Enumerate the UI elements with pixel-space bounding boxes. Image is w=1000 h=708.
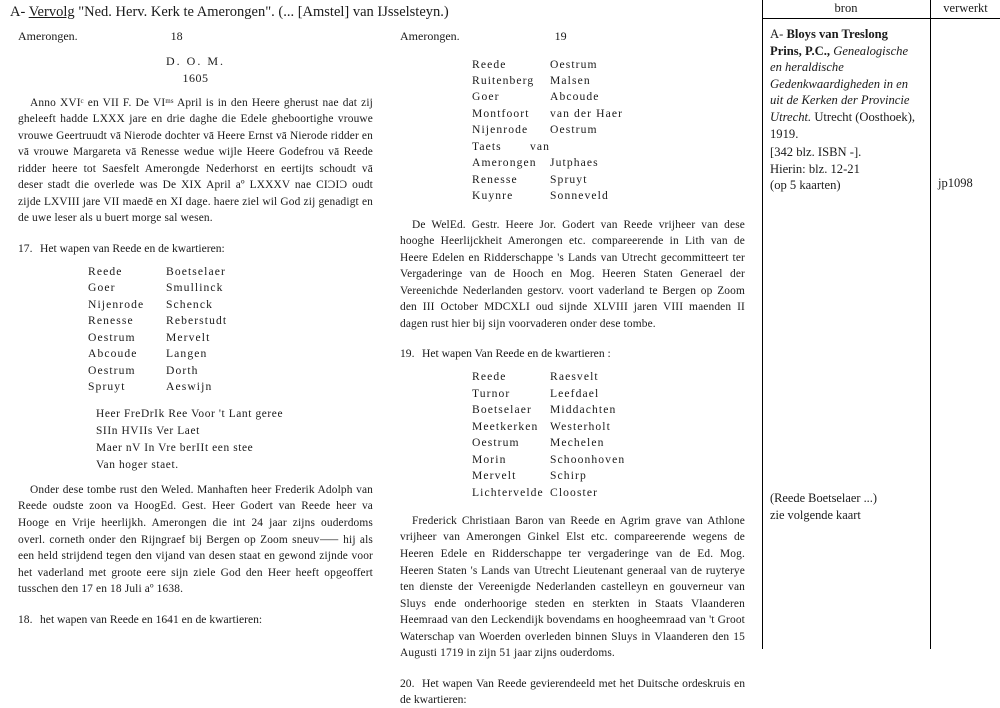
bron-pages: Hierin: blz. 12-21 (770, 161, 860, 176)
right-column-head (400, 28, 745, 45)
quarters-19-list (400, 369, 745, 501)
list-item (400, 89, 745, 105)
quarter-name: Mervelt (166, 330, 211, 344)
quarter-name: Clooster (550, 485, 599, 499)
verse-line: Heer FreDrIk Ree Voor 't Lant geree (96, 407, 284, 420)
bron-footnote-line2: zie volgende kaart (770, 507, 861, 522)
quarters-17-list (18, 264, 373, 396)
list-item (400, 172, 745, 188)
verse-line: SIIn HVIIs Ver Laet (96, 424, 200, 437)
header-vervolg: Vervolg (28, 4, 75, 20)
right-column (400, 28, 745, 708)
list-item (18, 330, 373, 346)
dom-heading: D. O. M. (165, 53, 225, 68)
list-item (400, 57, 745, 73)
header-prefix: A- (10, 4, 26, 20)
quarter-name: Schoonhoven (550, 452, 626, 466)
quarter-name: Turnor (472, 386, 511, 400)
left-column (18, 28, 373, 628)
list-item (18, 379, 373, 395)
quarter-name: Dorth (166, 363, 199, 377)
quarter-name: Mervelt (472, 469, 517, 483)
section-17-title: Het wapen van Reede en de kwartieren: (40, 241, 225, 255)
quarter-name: Leefdael (550, 386, 600, 400)
bron-maps: (op 5 kaarten) (770, 178, 841, 193)
list-item (18, 280, 373, 296)
list-item (400, 468, 745, 484)
quarter-name: Goer (88, 281, 116, 295)
quarter-name: Reberstudt (166, 314, 228, 328)
header-rest: "Ned. Herv. Kerk te Amerongen". (... [Amstel] van IJsselsteyn.) (78, 4, 449, 20)
left-page-number: 18 (170, 29, 183, 43)
bron-prefix: A- (770, 27, 784, 41)
quarter-name: Aeswijn (166, 380, 213, 394)
section-18-title: het wapen van Reede en 1641 en de kwartieren: (40, 612, 263, 626)
bron-footnote (770, 490, 928, 523)
bron-isbn: [342 blz. ISBN -]. (770, 145, 862, 160)
quarter-name: Reede (88, 264, 123, 278)
quarter-name: Jutphaes (550, 156, 599, 170)
list-item (18, 264, 373, 280)
quarter-name: Schirp (550, 469, 587, 483)
quarter-name: Ruitenberg (472, 74, 535, 87)
left-place: Amerongen. (18, 29, 78, 43)
quarter-name: Oestrum (550, 57, 598, 71)
quarter-name: Spruyt (550, 172, 588, 186)
bron-citation (770, 26, 922, 194)
quarter-name: Nijenrode (472, 123, 529, 137)
quarter-name: Reede (472, 370, 507, 384)
quarter-name: Sonneveld (550, 189, 609, 203)
tomb-text: Onder dese tombe rust den Weled. Manhaften heer Frederik Adolph van Reede oudste zoon va HoogEd. Gest. Heer Godert van Reede heer va Hooge en Vrije heerlijkh. Amerongen die int 24 jaar zijns ouderdoms overl. corneth onder den Rijngraef bij Bergen op Zoom sneuv⸺ hij als een held strijdend tegen den vijand van desen staat en gewond zijnde voor het vaderland met groote eere sijn ziele God den Heer heeft opgeoffert tusschen den 17 en 18 Juli aº 1638. (18, 483, 373, 596)
quarter-name: Schenck (166, 297, 213, 311)
verse-line: Van hoger staet. (96, 458, 179, 471)
bron-column-header: bron (834, 1, 858, 15)
list-item (400, 106, 745, 122)
bron-imprint: Utrecht (Oosthoek), 1919. (770, 110, 916, 141)
list-item (18, 363, 373, 379)
list-item (18, 297, 373, 313)
verse-line: Maer nV In Vre berIIt een stee (96, 441, 254, 454)
section-19-heading (400, 346, 745, 362)
right-place: Amerongen. (400, 29, 460, 43)
list-item (400, 139, 745, 172)
section-20-heading (400, 676, 745, 708)
bron-title: Genealogische en heraldische Gedenkwaardigheden in en uit de Kerken der Provincie Utrecht. (770, 43, 910, 125)
quarter-name: Oestrum (472, 436, 520, 450)
quarter-name: Oestrum (88, 330, 136, 344)
quarter-name: Abcoude (88, 347, 138, 361)
quarter-name: Westerholt (550, 419, 611, 433)
paragraph-frederick: Frederick Christiaan Baron van Reede en Agrim grave van Athlone vrijheer van Amerongen Ginkel Elst etc. compareerende wegens de Heeren Edele en Ridderschappe ter vergaderinge van de Ed. Mog. Heeren Staten 's Lands van Utrecht Lieutenant generaal van de ruyterye ten dienste der Vereenigde Nederlanden castelleyn en gouverneur van Sluys ende onderhoorige steden en sterkten in Staats Vlaanderen Heemraad van den Leckendijk bovendams en hoogheemraad van 't Groot Waterschap van Woerden overleden binnen Sluys in Vlaanderen den 15 Augusti 1719 in zijn 51 jaar zijns ouderdoms. (400, 514, 745, 660)
quarter-name: Oestrum (88, 363, 136, 377)
quarter-name: Nijenrode (88, 297, 145, 311)
column-divider-right (930, 0, 931, 649)
quarter-name: Langen (166, 347, 208, 361)
quarter-name: Oestrum (550, 123, 598, 137)
quarter-name: Goer (472, 90, 500, 104)
verwerkt-column-header: verwerkt (943, 1, 988, 15)
bron-footnote-line1: (Reede Boetselaer ...) (770, 491, 877, 505)
quarter-name: Morin (472, 452, 507, 466)
quarter-name: Middachten (550, 403, 617, 417)
section-18-heading (18, 612, 373, 628)
quarters-top-list (400, 57, 745, 205)
section-20-title: Het wapen Van Reede gevierendeeld met het Duitsche ordeskruis en de kwartieren: (400, 676, 745, 706)
section-19-title: Het wapen Van Reede en de kwartieren : (422, 347, 611, 361)
list-item (400, 73, 745, 89)
list-item (18, 313, 373, 329)
quarter-name: Malsen (550, 74, 591, 87)
list-item (400, 452, 745, 468)
list-item (400, 419, 745, 435)
left-column-head (18, 28, 373, 45)
list-item (400, 122, 745, 138)
section-20-number: 20. (400, 676, 415, 690)
bron-author: Bloys van Treslong Prins, P.C., (770, 27, 888, 58)
meta-header-rule (762, 18, 1000, 19)
list-item (400, 386, 745, 402)
section-18-number: 18. (18, 612, 33, 626)
verse-block (18, 406, 373, 474)
quarter-name: Renesse (472, 172, 518, 186)
list-item (400, 402, 745, 418)
section-19-number: 19. (400, 347, 415, 361)
section-17-number: 17. (18, 241, 33, 255)
page-header (10, 4, 755, 21)
section-17-heading (18, 241, 373, 257)
quarter-name: Boetselaer (166, 264, 226, 278)
quarter-name: Meetkerken (472, 419, 539, 433)
verwerkt-code: jp1098 (938, 176, 973, 190)
year-heading: 1605 (182, 71, 209, 86)
inscription-text: Anno XVIᶜ en VII F. De VIᵐˢ April is in den Heere gherust nae dat zij gheleeft hadde LXXX jare en drie daghe die Edele gheboortighe vrouwe vrouwe Geertruudt vā Nierode dochter vā Heere Ernst vā Nierode ridder en vā vrouwe Margareta vā Renesse wedue wijle Heere Godefrou vā Reede ridder heere tot Saesfelt Amerongde Nederhorst en eertijts schoudt vā deser stadt die overlede was De XIX April aº LXXXV nae CIƆIƆ oudt zijde LXVIII jare VII maedē en XI dage. haere ziel wil God zij genadigt en de uwe leser als u buert morge sal wesen. (18, 96, 373, 225)
quarter-name: Spruyt (88, 380, 126, 394)
list-item (400, 435, 745, 451)
quarter-name: Smullinck (166, 281, 224, 295)
right-page-number: 19 (554, 29, 567, 43)
quarter-name: Taets van Amerongen (472, 139, 550, 170)
column-divider-left (762, 0, 763, 649)
paragraph-godert: De WelEd. Gestr. Heere Jor. Godert van Reede vrijheer van dese hooghe Heerlijckheit Amerongen etc. compareerende in Lith van de Heere Edelen en Ridderschappe 's Lands van Utrecht gecommitteert ter Vergaderinge van de Hooch en Mog. Heeren Staten Generael der Vereenichde Nederlanden gestorv. voort vaderland te Bergen op Zoom den III October MDCXLI oud sijnde XLVIII jaren VIII maenden II dagen rust hier bij sijn voorvaderen onder dese tombe. (400, 218, 745, 330)
quarter-name: Raesvelt (550, 370, 599, 384)
list-item (400, 188, 745, 204)
quarter-name: Reede (472, 57, 507, 71)
list-item (18, 346, 373, 362)
quarter-name: Mechelen (550, 436, 605, 450)
list-item (400, 369, 745, 385)
quarter-name: Boetselaer (472, 403, 532, 417)
list-item (400, 485, 745, 501)
quarter-name: van der Haer (550, 106, 624, 120)
quarter-name: Lichtervelde (472, 485, 544, 499)
quarter-name: Abcoude (550, 90, 600, 104)
quarter-name: Montfoort (472, 106, 530, 120)
quarter-name: Kuynre (472, 189, 514, 203)
quarter-name: Renesse (88, 314, 134, 328)
